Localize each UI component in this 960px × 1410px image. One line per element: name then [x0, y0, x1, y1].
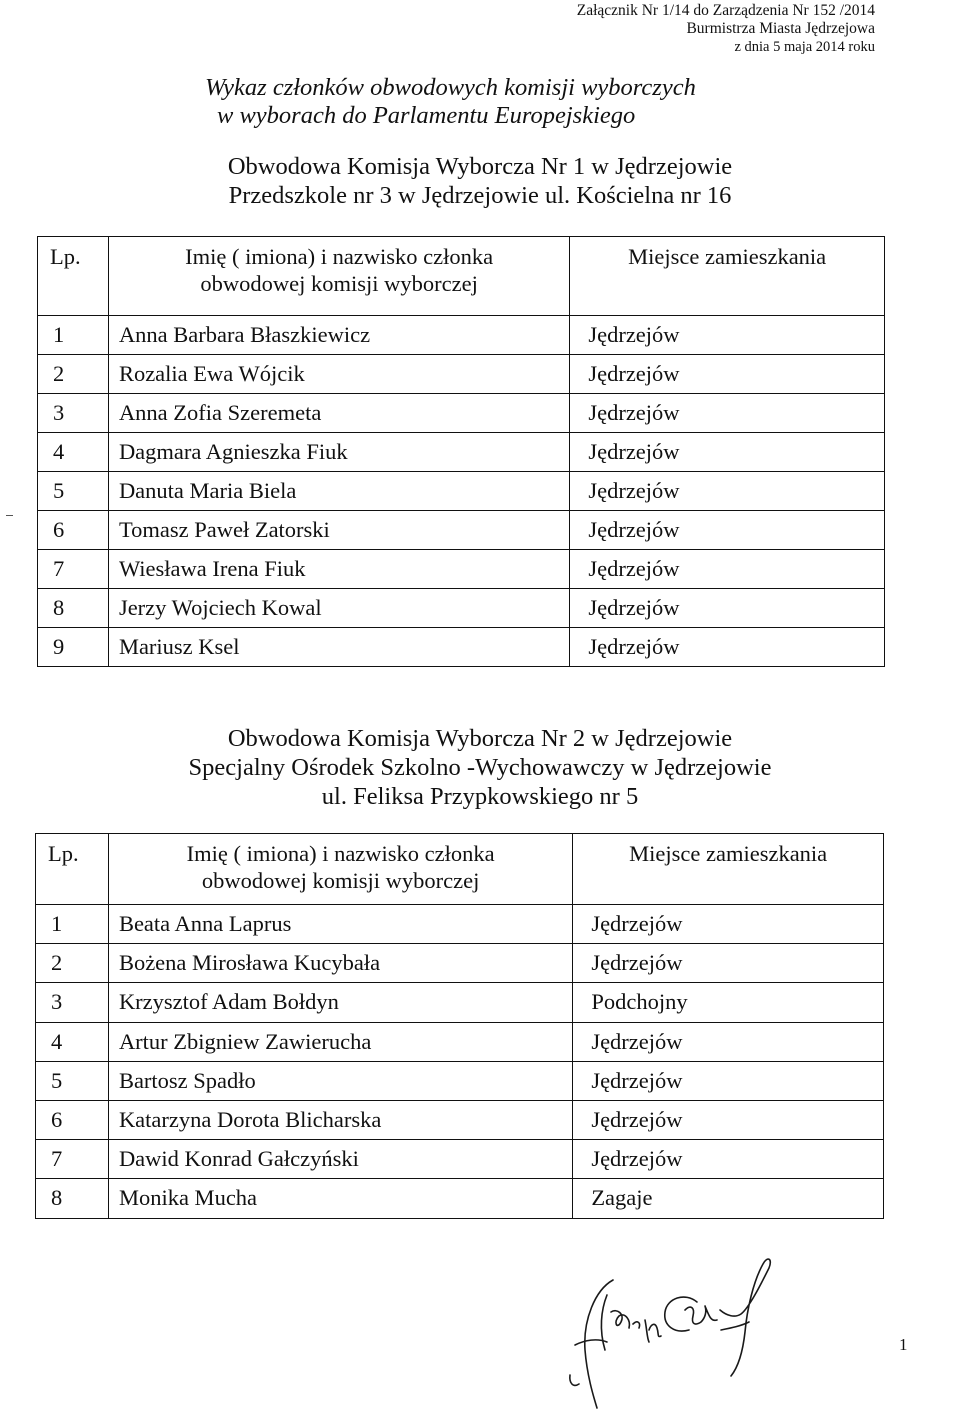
table-row	[38, 550, 885, 589]
table-row	[36, 1022, 884, 1061]
header-name-line-1: Imię ( imiona) i nazwisko członka	[185, 244, 494, 269]
commission-2-heading-line-1: Obwodowa Komisja Wyborcza Nr 2 w Jędrzejowie	[227, 725, 733, 752]
member-place: Jędrzejów	[573, 1061, 884, 1100]
member-place: Jędrzejów	[573, 1140, 884, 1179]
member-name: Dawid Konrad Gałczyński	[108, 1140, 572, 1179]
member-lp: 4	[38, 433, 109, 472]
header-name-line-2: obwodowej komisji wyborczej	[200, 271, 478, 296]
header-place: Miejsce zamieszkania	[573, 834, 884, 905]
member-lp: 4	[36, 1022, 109, 1061]
member-lp: 6	[38, 511, 109, 550]
member-name: Krzysztof Adam Bołdyn	[108, 983, 572, 1022]
table-row	[36, 944, 884, 983]
commission-2-members-body	[36, 905, 884, 1219]
handwritten-signature-icon	[535, 1250, 865, 1410]
member-name: Dagmara Agnieszka Fiuk	[108, 433, 569, 472]
commission-1-members-table	[37, 236, 885, 667]
commission-1-heading	[100, 152, 860, 210]
member-place: Jędrzejów	[573, 944, 884, 983]
header-place: Miejsce zamieszkania	[570, 237, 885, 316]
member-lp: 3	[38, 394, 109, 433]
member-lp: 7	[36, 1140, 109, 1179]
member-name: Rozalia Ewa Wójcik	[108, 355, 569, 394]
member-lp: 7	[38, 550, 109, 589]
table-header-row	[36, 834, 884, 905]
member-lp: 1	[36, 905, 109, 944]
member-lp: 5	[36, 1061, 109, 1100]
title-line-1: Wykaz członków obwodowych komisji wyborczych	[205, 74, 696, 101]
commission-2-heading-line-2: Specjalny Ośrodek Szkolno -Wychowawczy w Jędrzejowie	[188, 754, 772, 781]
scan-mark	[6, 515, 13, 516]
member-lp: 3	[36, 983, 109, 1022]
member-lp: 8	[36, 1179, 109, 1218]
member-lp: 1	[38, 316, 109, 355]
member-name: Beata Anna Laprus	[108, 905, 572, 944]
commission-2-heading	[80, 724, 880, 811]
member-place: Jędrzejów	[573, 1100, 884, 1139]
header-name-line-2: obwodowej komisji wyborczej	[201, 868, 480, 893]
member-lp: 2	[36, 944, 109, 983]
table-row	[38, 433, 885, 472]
table-row	[36, 1179, 884, 1218]
table-row	[36, 1140, 884, 1179]
member-place: Jędrzejów	[570, 589, 885, 628]
header-name-line-1: Imię ( imiona) i nazwisko członka	[186, 841, 495, 866]
member-name: Mariusz Ksel	[108, 628, 569, 667]
member-name: Bartosz Spadło	[108, 1061, 572, 1100]
member-place: Jędrzejów	[570, 472, 885, 511]
member-name: Monika Mucha	[108, 1179, 572, 1218]
member-lp: 6	[36, 1100, 109, 1139]
member-place: Jędrzejów	[570, 316, 885, 355]
member-place: Jędrzejów	[570, 628, 885, 667]
member-lp: 5	[38, 472, 109, 511]
member-name: Anna Zofia Szeremeta	[108, 394, 569, 433]
header-name	[108, 834, 572, 905]
document-title	[205, 74, 696, 130]
member-place: Jędrzejów	[573, 905, 884, 944]
commission-2-members-table	[35, 833, 884, 1219]
member-lp: 9	[38, 628, 109, 667]
table-row	[38, 511, 885, 550]
member-name: Jerzy Wojciech Kowal	[108, 589, 569, 628]
page-number: 1	[899, 1335, 908, 1354]
table-row	[36, 1061, 884, 1100]
table-row	[38, 589, 885, 628]
member-lp: 8	[38, 589, 109, 628]
table-row	[38, 355, 885, 394]
member-place: Jędrzejów	[570, 394, 885, 433]
annex-line-2: Burmistrza Miasta Jędrzejowa	[686, 20, 875, 37]
member-place: Podchojny	[573, 983, 884, 1022]
commission-2-heading-line-3: ul. Feliksa Przypkowskiego nr 5	[321, 783, 639, 810]
member-name: Artur Zbigniew Zawierucha	[108, 1022, 572, 1061]
annex-line-1: Załącznik Nr 1/14 do Zarządzenia Nr 152 /2014	[576, 2, 875, 19]
member-place: Jędrzejów	[570, 550, 885, 589]
table-row	[36, 1100, 884, 1139]
member-place: Jędrzejów	[570, 433, 885, 472]
header-lp: Lp.	[36, 834, 109, 905]
member-name: Katarzyna Dorota Blicharska	[108, 1100, 572, 1139]
annex-note	[530, 2, 875, 56]
table-row	[38, 628, 885, 667]
commission-1-members-body	[38, 316, 885, 667]
annex-line-3: z dnia 5 maja 2014 roku	[734, 39, 875, 55]
commission-1-heading-line-2: Przedszkole nr 3 w Jędrzejowie ul. Kościelna nr 16	[228, 182, 732, 209]
member-place: Jędrzejów	[573, 1022, 884, 1061]
member-place: Zagaje	[573, 1179, 884, 1218]
table-row	[36, 905, 884, 944]
member-name: Bożena Mirosława Kucybała	[108, 944, 572, 983]
member-name: Anna Barbara Błaszkiewicz	[108, 316, 569, 355]
member-name: Wiesława Irena Fiuk	[108, 550, 569, 589]
table-row	[36, 983, 884, 1022]
member-lp: 2	[38, 355, 109, 394]
commission-1-heading-line-1: Obwodowa Komisja Wyborcza Nr 1 w Jędrzejowie	[227, 153, 733, 180]
member-place: Jędrzejów	[570, 355, 885, 394]
header-lp: Lp.	[38, 237, 109, 316]
member-name: Tomasz Paweł Zatorski	[108, 511, 569, 550]
title-line-2: w wyborach do Parlamentu Europejskiego	[217, 102, 636, 129]
table-header-row	[38, 237, 885, 316]
table-row	[38, 316, 885, 355]
member-name: Danuta Maria Biela	[108, 472, 569, 511]
table-row	[38, 394, 885, 433]
header-name	[108, 237, 569, 316]
table-row	[38, 472, 885, 511]
member-place: Jędrzejów	[570, 511, 885, 550]
